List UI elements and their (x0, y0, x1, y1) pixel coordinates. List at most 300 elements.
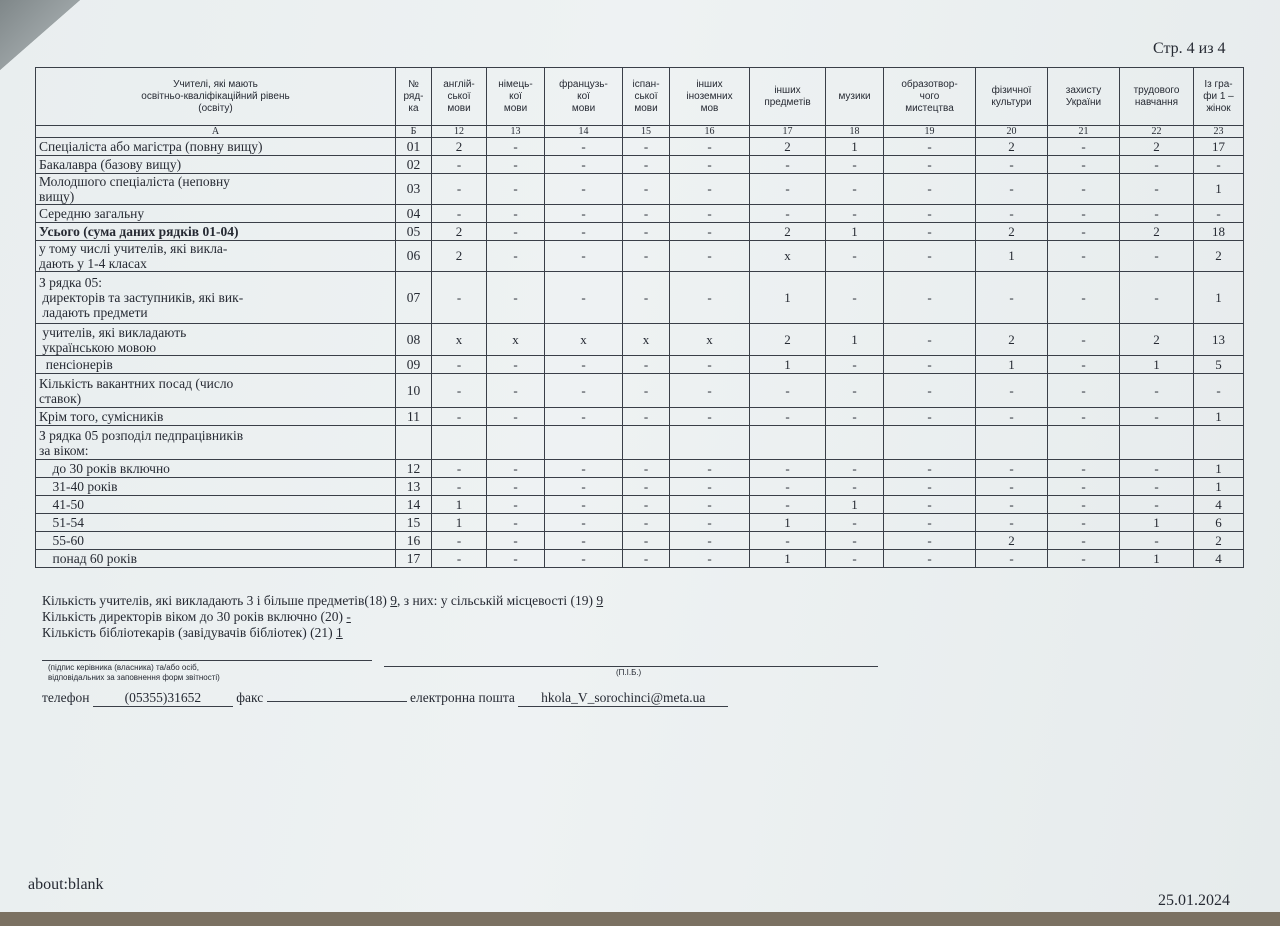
table-row (36, 550, 1244, 568)
table-cell: 2 (750, 223, 826, 241)
table-cell: 1 (1194, 174, 1244, 205)
table-cell: - (670, 478, 750, 496)
table-cell: 1 (826, 223, 884, 241)
table-cell: - (1120, 174, 1194, 205)
table-cell: - (545, 272, 623, 324)
table-cell: - (432, 478, 487, 496)
table-cell: 2 (976, 138, 1048, 156)
table-row (36, 241, 1244, 272)
row-label: пенсіонерів (36, 356, 396, 374)
table-cell: - (487, 496, 545, 514)
table-cell: 1 (1120, 514, 1194, 532)
table-row (36, 374, 1244, 408)
table-cell: 2 (1120, 324, 1194, 356)
table-cell (487, 426, 545, 460)
table-cell: - (487, 532, 545, 550)
table-cell: 5 (1194, 356, 1244, 374)
table-cell: - (623, 223, 670, 241)
table-cell: - (826, 272, 884, 324)
table-cell: - (623, 174, 670, 205)
header-subject-9: фізичної культури (976, 68, 1048, 126)
column-number: 23 (1194, 126, 1244, 138)
table-cell: - (826, 205, 884, 223)
table-cell: - (884, 550, 976, 568)
table-cell: - (884, 223, 976, 241)
table-cell: - (670, 205, 750, 223)
table-cell: - (884, 408, 976, 426)
table-cell: - (545, 241, 623, 272)
table-cell: - (884, 514, 976, 532)
table-cell: 2 (1194, 241, 1244, 272)
table-cell: - (432, 374, 487, 408)
table-cell: - (750, 174, 826, 205)
table-row (36, 324, 1244, 356)
table-cell (432, 426, 487, 460)
column-number: 14 (545, 126, 623, 138)
table-cell: - (1194, 205, 1244, 223)
table-cell: - (884, 272, 976, 324)
row-code: 16 (396, 532, 432, 550)
row-code: 03 (396, 174, 432, 205)
table-cell: - (545, 174, 623, 205)
column-number: 17 (750, 126, 826, 138)
table-cell: - (1048, 174, 1120, 205)
table-row (36, 272, 1244, 324)
name-line (384, 666, 878, 667)
note2-text: Кількість директорів віком до 30 років включно (20) (42, 609, 347, 624)
table-cell: - (1048, 205, 1120, 223)
row-code: 13 (396, 478, 432, 496)
row-label: 55-60 (36, 532, 396, 550)
table-cell: - (670, 460, 750, 478)
table-cell (750, 426, 826, 460)
table-cell: - (487, 478, 545, 496)
row-code: 01 (396, 138, 432, 156)
table-cell: 2 (750, 324, 826, 356)
print-date: 25.01.2024 (1158, 892, 1230, 909)
desk-surface (0, 912, 1280, 926)
table-cell: - (884, 174, 976, 205)
header-subject-10: захисту України (1048, 68, 1120, 126)
table-cell: - (545, 408, 623, 426)
column-number: 13 (487, 126, 545, 138)
table-cell: - (670, 272, 750, 324)
table-cell: - (623, 496, 670, 514)
signature-caption: (підпис керівника (власника) та/або осіб, відповідальних за заповнення форм звітності) (48, 663, 220, 682)
column-number: А (36, 126, 396, 138)
column-number: 21 (1048, 126, 1120, 138)
table-cell: - (623, 514, 670, 532)
table-cell: - (623, 460, 670, 478)
table-row (36, 138, 1244, 156)
row-label: Бакалавра (базову вищу) (36, 156, 396, 174)
table-cell: - (1120, 205, 1194, 223)
row-code: 10 (396, 374, 432, 408)
table-cell: - (432, 532, 487, 550)
note-subjects-count (42, 593, 603, 609)
page-number: Стр. 4 из 4 (1153, 40, 1226, 57)
column-number: 16 (670, 126, 750, 138)
table-cell: - (884, 478, 976, 496)
table-cell (545, 426, 623, 460)
table-cell: - (1048, 241, 1120, 272)
table-cell: - (1048, 478, 1120, 496)
table-cell: 2 (976, 532, 1048, 550)
table-cell: 1 (750, 272, 826, 324)
table-cell: - (750, 374, 826, 408)
table-cell: - (976, 550, 1048, 568)
table-cell: - (623, 550, 670, 568)
phone-label: телефон (42, 690, 90, 705)
table-cell: - (884, 460, 976, 478)
table-cell: - (623, 138, 670, 156)
table-cell (1120, 426, 1194, 460)
table-row (36, 532, 1244, 550)
table-cell: - (884, 241, 976, 272)
table-cell: 1 (1194, 478, 1244, 496)
note1-value: 9 (390, 593, 397, 608)
header-first-col: Учителі, які мають освітньо-кваліфікаційний рівень (освіту) (36, 68, 396, 126)
table-row (36, 478, 1244, 496)
row-code: 06 (396, 241, 432, 272)
table-row (36, 356, 1244, 374)
table-cell (884, 426, 976, 460)
table-cell: - (670, 174, 750, 205)
row-code: 07 (396, 272, 432, 324)
row-label: Крім того, сумісників (36, 408, 396, 426)
table-cell: - (826, 478, 884, 496)
table-cell: 2 (432, 138, 487, 156)
header-subject-12: Із гра- фи 1 – жінок (1194, 68, 1244, 126)
header-subject-11: трудового навчання (1120, 68, 1194, 126)
row-label: 41-50 (36, 496, 396, 514)
table-cell: - (545, 205, 623, 223)
table-cell: - (1048, 138, 1120, 156)
table-cell: 1 (750, 514, 826, 532)
table-cell: - (545, 156, 623, 174)
row-code: 15 (396, 514, 432, 532)
table-cell: 2 (750, 138, 826, 156)
table-cell: - (1120, 532, 1194, 550)
table-cell: - (545, 478, 623, 496)
table-cell: - (750, 496, 826, 514)
table-cell: - (884, 138, 976, 156)
table-cell (976, 426, 1048, 460)
row-label: З рядка 05 розподіл педпрацівників за віком: (36, 426, 396, 460)
row-code: 04 (396, 205, 432, 223)
table-cell: - (826, 514, 884, 532)
table-cell: - (976, 478, 1048, 496)
column-number-row (36, 126, 1244, 138)
table-cell: - (487, 356, 545, 374)
table-cell: - (1120, 408, 1194, 426)
table-cell: 1 (826, 324, 884, 356)
table-cell: - (1120, 272, 1194, 324)
table-cell: - (884, 324, 976, 356)
table-cell: х (545, 324, 623, 356)
table-cell: 1 (750, 550, 826, 568)
table-cell (670, 426, 750, 460)
table-cell: - (826, 156, 884, 174)
table-row (36, 460, 1244, 478)
table-row (36, 223, 1244, 241)
table-cell: - (826, 460, 884, 478)
table-cell: - (750, 460, 826, 478)
row-label: учителів, які викладають українською мовою (36, 324, 396, 356)
table-cell: - (750, 156, 826, 174)
table-cell: х (750, 241, 826, 272)
table-cell: - (750, 478, 826, 496)
header-subject-8: образотвор- чого мистецтва (884, 68, 976, 126)
table-cell: - (1120, 374, 1194, 408)
table-cell: - (1120, 241, 1194, 272)
note-young-directors (42, 609, 351, 625)
table-cell: х (623, 324, 670, 356)
table-cell: - (976, 174, 1048, 205)
table-cell: - (976, 514, 1048, 532)
table-row (36, 514, 1244, 532)
table-cell: 1 (1194, 408, 1244, 426)
table-cell: - (623, 356, 670, 374)
table-cell: - (1048, 356, 1120, 374)
table-cell: - (623, 374, 670, 408)
fax-label: факс (236, 690, 264, 705)
table-row (36, 205, 1244, 223)
table-cell: 13 (1194, 324, 1244, 356)
table-cell: - (432, 205, 487, 223)
table-cell: - (487, 374, 545, 408)
table-cell: 1 (432, 514, 487, 532)
table-cell: - (1048, 408, 1120, 426)
table-cell: 6 (1194, 514, 1244, 532)
header-subject-2: німець- кої мови (487, 68, 545, 126)
row-label: понад 60 років (36, 550, 396, 568)
row-code: 05 (396, 223, 432, 241)
table-cell: - (826, 174, 884, 205)
table-cell: - (487, 205, 545, 223)
table-cell: - (884, 374, 976, 408)
table-cell: 1 (976, 356, 1048, 374)
row-code: 14 (396, 496, 432, 514)
table-cell: - (487, 550, 545, 568)
table-cell: 18 (1194, 223, 1244, 241)
table-cell: - (750, 532, 826, 550)
row-label: Усього (сума даних рядків 01-04) (36, 223, 396, 241)
table-row (36, 496, 1244, 514)
table-cell: 1 (826, 496, 884, 514)
header-subject-4: іспан- ської мови (623, 68, 670, 126)
name-caption: (П.І.Б.) (616, 668, 642, 677)
table-cell: - (545, 532, 623, 550)
row-label: Середню загальну (36, 205, 396, 223)
row-code: 11 (396, 408, 432, 426)
table-cell: - (976, 272, 1048, 324)
table-cell (826, 426, 884, 460)
column-number: 20 (976, 126, 1048, 138)
table-cell: - (623, 408, 670, 426)
table-cell: - (432, 156, 487, 174)
teachers-qualification-table (35, 67, 1244, 568)
table-cell: - (623, 478, 670, 496)
row-label: Молодшого спеціаліста (неповну вищу) (36, 174, 396, 205)
table-cell: - (670, 496, 750, 514)
table-cell: - (826, 408, 884, 426)
table-cell: - (487, 156, 545, 174)
table-cell: 2 (1194, 532, 1244, 550)
row-code: 09 (396, 356, 432, 374)
table-cell: - (432, 550, 487, 568)
table-cell: - (487, 223, 545, 241)
table-cell: - (884, 356, 976, 374)
table-cell: - (432, 272, 487, 324)
table-cell: - (487, 138, 545, 156)
table-cell: - (487, 460, 545, 478)
table-row (36, 174, 1244, 205)
email-value: hkola_V_sorochinci@meta.ua (518, 690, 728, 707)
row-code: 12 (396, 460, 432, 478)
table-cell: 4 (1194, 496, 1244, 514)
row-code: 02 (396, 156, 432, 174)
table-cell: - (670, 532, 750, 550)
table-cell: - (670, 156, 750, 174)
note1-mid-text: , з них: у сільській місцевості (19) (397, 593, 597, 608)
table-cell: - (545, 550, 623, 568)
table-cell: - (487, 408, 545, 426)
note1-rural-value: 9 (596, 593, 604, 608)
table-cell: - (826, 241, 884, 272)
row-label: 51-54 (36, 514, 396, 532)
column-number: 22 (1120, 126, 1194, 138)
table-cell: - (545, 496, 623, 514)
table-cell: 2 (1120, 138, 1194, 156)
row-label: Кількість вакантних посад (число ставок) (36, 374, 396, 408)
email-label: електронна пошта (409, 690, 515, 705)
row-label: З рядка 05: директорів та заступників, які вик- ладають предмети (36, 272, 396, 324)
table-cell: 2 (976, 223, 1048, 241)
table-cell: - (487, 514, 545, 532)
table-cell: 1 (1194, 460, 1244, 478)
table-cell: - (623, 532, 670, 550)
table-cell: х (432, 324, 487, 356)
table-cell (1048, 426, 1120, 460)
table-body (36, 138, 1244, 568)
table-cell: - (976, 156, 1048, 174)
table-cell: - (1048, 272, 1120, 324)
table-cell: - (670, 241, 750, 272)
table-cell: - (1194, 156, 1244, 174)
table-cell: - (976, 496, 1048, 514)
table-cell: - (826, 356, 884, 374)
table-cell: - (826, 374, 884, 408)
column-number: Б (396, 126, 432, 138)
table-cell: - (670, 138, 750, 156)
table-cell: - (623, 241, 670, 272)
note3-value: 1 (335, 625, 343, 640)
table-cell: - (826, 550, 884, 568)
table-cell: х (487, 324, 545, 356)
table-cell: - (487, 241, 545, 272)
signature-line (42, 660, 372, 661)
header-subject-3: французь- кої мови (545, 68, 623, 126)
table-cell: 2 (432, 241, 487, 272)
table-cell: 1 (1120, 356, 1194, 374)
table-cell: - (976, 408, 1048, 426)
table-cell: - (1120, 156, 1194, 174)
table-cell: - (670, 514, 750, 532)
table-cell: - (623, 205, 670, 223)
table-row (36, 408, 1244, 426)
table-cell: - (432, 408, 487, 426)
row-label: 31-40 років (36, 478, 396, 496)
table-cell: - (432, 460, 487, 478)
table-cell: - (670, 356, 750, 374)
table-cell: 4 (1194, 550, 1244, 568)
table-cell: - (750, 205, 826, 223)
table-cell: - (545, 356, 623, 374)
column-number: 12 (432, 126, 487, 138)
table-cell: 1 (750, 356, 826, 374)
table-cell (623, 426, 670, 460)
table-cell: - (1048, 532, 1120, 550)
table-cell: - (1048, 223, 1120, 241)
table-cell: 1 (1194, 272, 1244, 324)
table-cell: 2 (1120, 223, 1194, 241)
table-cell: - (487, 174, 545, 205)
table-cell: - (1048, 550, 1120, 568)
row-label: у тому числі учителів, які викла- дають у 1-4 класах (36, 241, 396, 272)
header-subject-7: музики (826, 68, 884, 126)
table-cell: - (545, 460, 623, 478)
table-cell: - (976, 460, 1048, 478)
table-row (36, 156, 1244, 174)
table-cell: - (623, 156, 670, 174)
table-cell: - (432, 174, 487, 205)
table-cell: - (1048, 496, 1120, 514)
row-code: 17 (396, 550, 432, 568)
row-code (396, 426, 432, 460)
table-cell: - (545, 374, 623, 408)
table-cell: - (432, 356, 487, 374)
note1-text: Кількість учителів, які викладають 3 і більше предметів(18) (42, 593, 391, 608)
phone-value: (05355)31652 (93, 690, 233, 707)
table-cell: - (670, 550, 750, 568)
table-cell: 1 (826, 138, 884, 156)
table-cell: - (884, 532, 976, 550)
table-cell: - (826, 532, 884, 550)
row-code: 08 (396, 324, 432, 356)
table-cell: - (545, 514, 623, 532)
table-cell: - (750, 408, 826, 426)
column-number: 18 (826, 126, 884, 138)
table-cell: 1 (976, 241, 1048, 272)
table-cell: - (884, 496, 976, 514)
table-cell: х (670, 324, 750, 356)
browser-footer-url: about:blank (28, 876, 104, 893)
table-cell (1194, 426, 1244, 460)
row-label: Спеціаліста або магістра (повну вищу) (36, 138, 396, 156)
table-cell: - (1120, 460, 1194, 478)
table-cell: - (487, 272, 545, 324)
table-cell: - (884, 205, 976, 223)
note-librarians (42, 625, 343, 641)
table-header-row (36, 68, 1244, 126)
note2-value: - (346, 609, 351, 624)
table-cell: - (1120, 478, 1194, 496)
table-cell: - (1048, 374, 1120, 408)
column-number: 15 (623, 126, 670, 138)
table-row (36, 426, 1244, 460)
contacts-line (42, 690, 728, 707)
